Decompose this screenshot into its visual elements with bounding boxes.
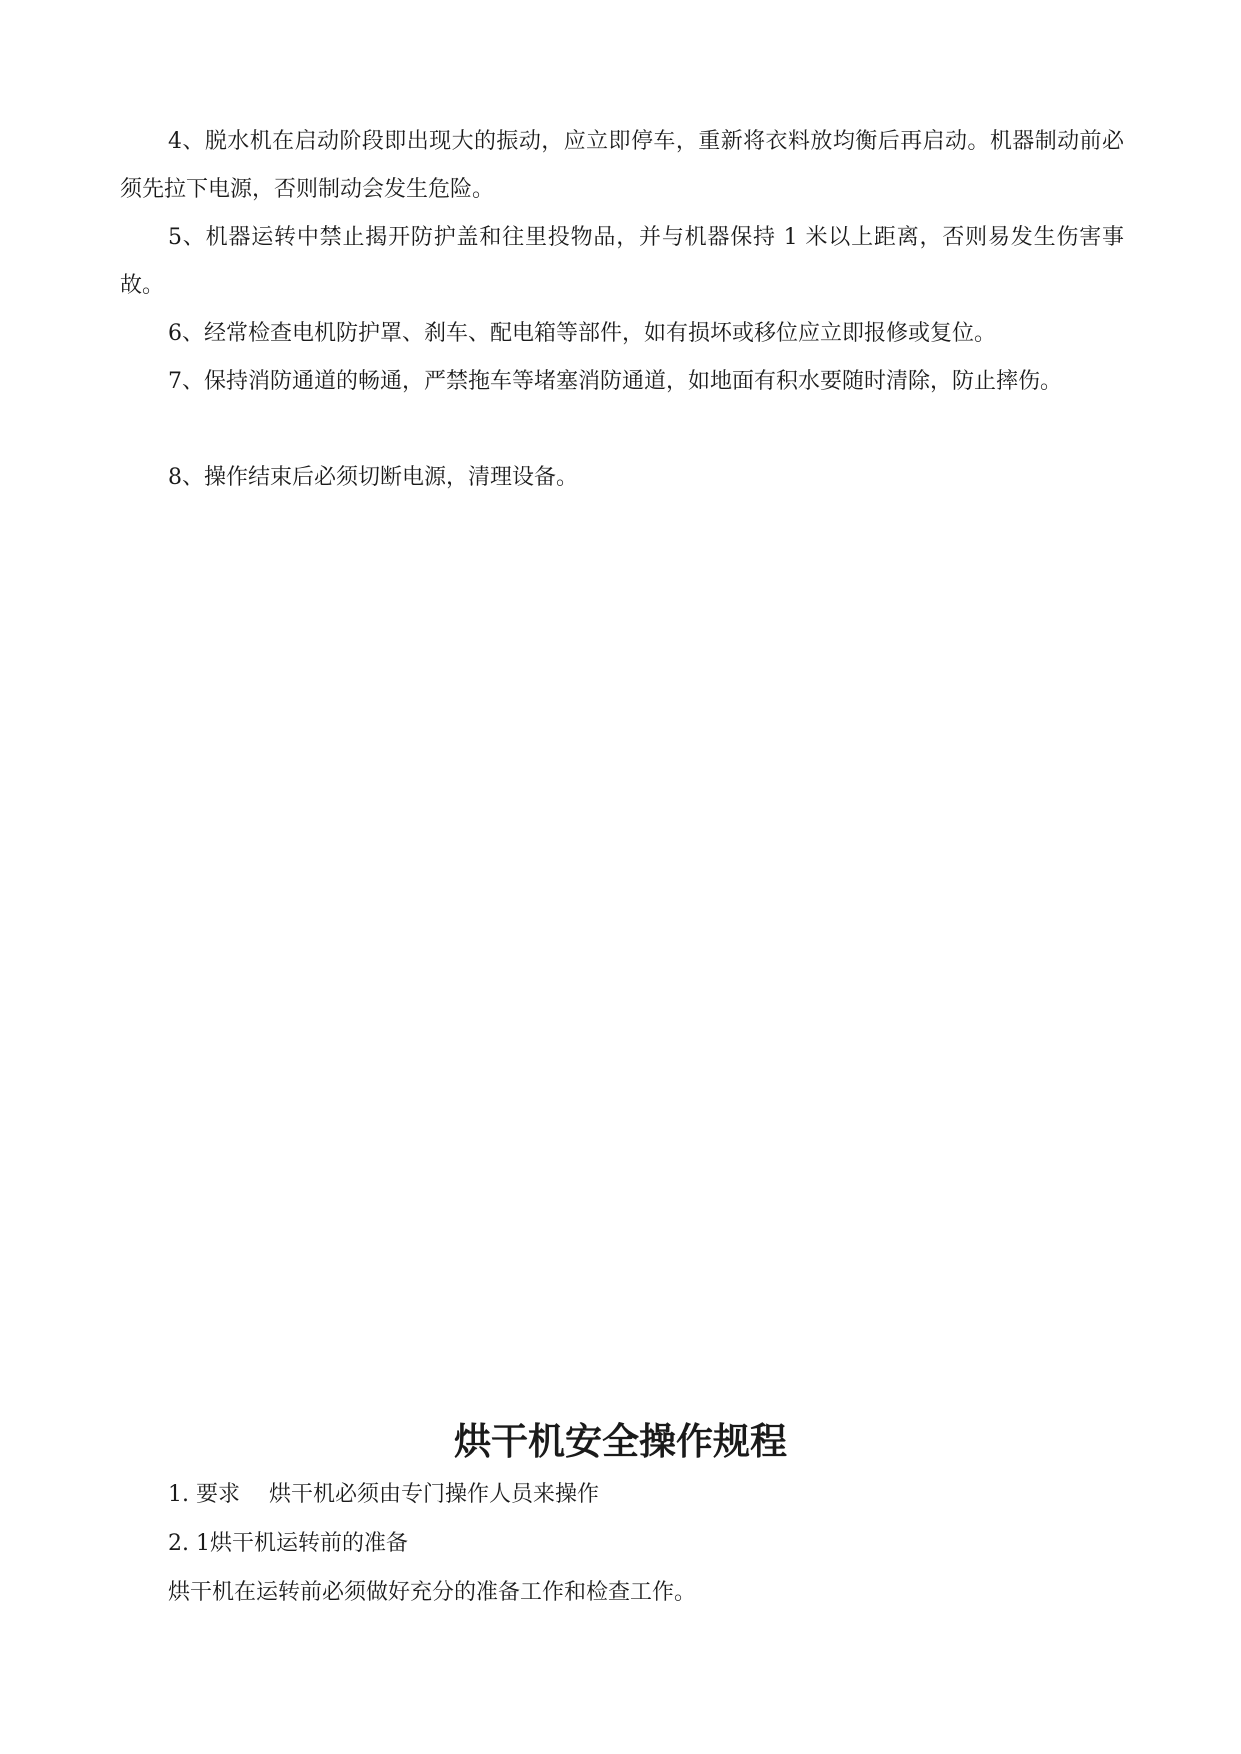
- section-line-requirement: 1. 要求 烘干机必须由专门操作人员来操作: [168, 1482, 599, 1507]
- section-line-preparation: 2. 1烘干机运转前的准备: [168, 1531, 408, 1556]
- paragraph-8: 8、操作结束后必须切断电源，清理设备。: [168, 465, 578, 490]
- paragraph-6: 6、经常检查电机防护罩、刹车、配电箱等部件，如有损坏或移位应立即报修或复位。: [168, 321, 996, 346]
- section-title: 烘干机安全操作规程: [454, 1420, 787, 1463]
- paragraph-4: 4、脱水机在启动阶段即出现大的振动，应立即停车，重新将衣料放均衡后再启动。机器制动前必须先拉下电源，否则制动会发生危险。: [120, 129, 1124, 202]
- section-line-check: 烘干机在运转前必须做好充分的准备工作和检查工作。: [168, 1580, 697, 1605]
- paragraph-7: 7、保持消防通道的畅通，严禁拖车等堵塞消防通道，如地面有积水要随时清除，防止摔伤。: [168, 369, 1063, 394]
- paragraph-5: 5、机器运转中禁止揭开防护盖和往里投物品，并与机器保持 1 米以上距离，否则易发生伤害事故。: [120, 225, 1124, 298]
